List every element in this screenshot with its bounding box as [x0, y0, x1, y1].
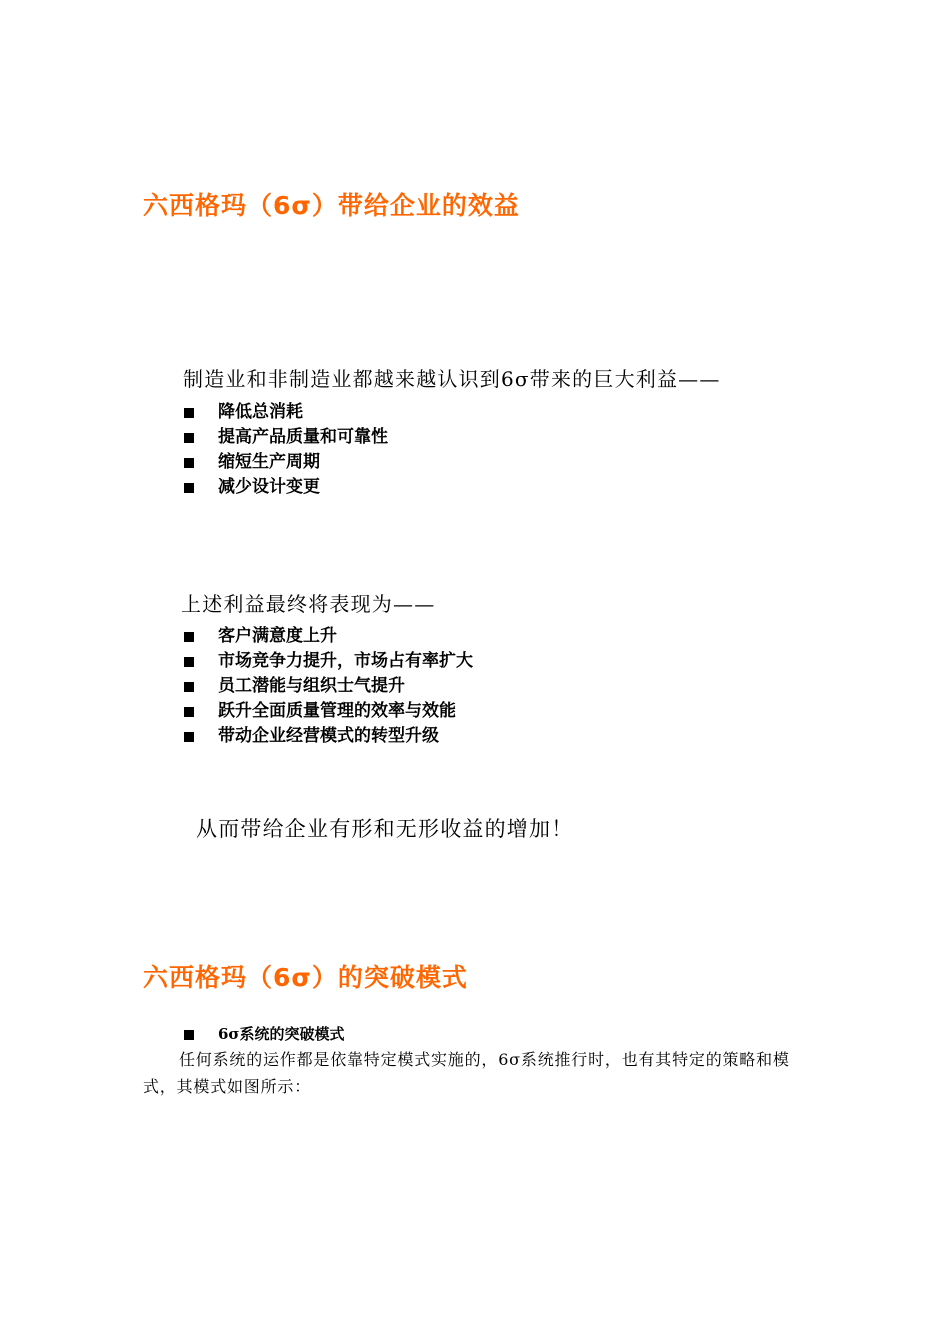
benefits-list	[182, 400, 388, 500]
square-bullet-icon	[184, 458, 194, 468]
square-bullet-icon	[184, 408, 194, 418]
list-item: 缩短生产周期	[182, 450, 388, 475]
square-bullet-icon	[184, 682, 194, 692]
benefits-intro: 制造业和非制造业都越来越认识到6σ带来的巨大利益——	[183, 367, 721, 391]
section-heading-benefits: 六西格玛（6σ）带给企业的效益	[143, 191, 520, 220]
square-bullet-icon	[184, 483, 194, 493]
breakthrough-paragraph: 任何系统的运作都是依靠特定模式实施的，6σ系统推行时，也有其特定的策略和模式，其模式如图所示：	[143, 1050, 790, 1096]
list-item: 员工潜能与组织士气提升	[182, 674, 473, 699]
list-item: 降低总消耗	[182, 400, 388, 425]
list-item: 客户满意度上升	[182, 624, 473, 649]
list-item: 6σ系统的突破模式	[182, 1022, 345, 1047]
square-bullet-icon	[184, 632, 194, 642]
square-bullet-icon	[184, 433, 194, 443]
list-item: 带动企业经营模式的转型升级	[182, 724, 473, 749]
square-bullet-icon	[184, 1030, 194, 1040]
breakthrough-list	[182, 1022, 345, 1047]
outcomes-list	[182, 624, 473, 749]
list-item: 市场竞争力提升，市场占有率扩大	[182, 649, 473, 674]
square-bullet-icon	[184, 657, 194, 667]
square-bullet-icon	[184, 732, 194, 742]
list-item: 减少设计变更	[182, 475, 388, 500]
section-heading-breakthrough: 六西格玛（6σ）的突破模式	[143, 963, 468, 992]
outcomes-intro: 上述利益最终将表现为——	[181, 592, 436, 616]
list-item: 提高产品质量和可靠性	[182, 425, 388, 450]
conclusion-text: 从而带给企业有形和无形收益的增加！	[196, 817, 574, 841]
square-bullet-icon	[184, 707, 194, 717]
list-item: 跃升全面质量管理的效率与效能	[182, 699, 473, 724]
